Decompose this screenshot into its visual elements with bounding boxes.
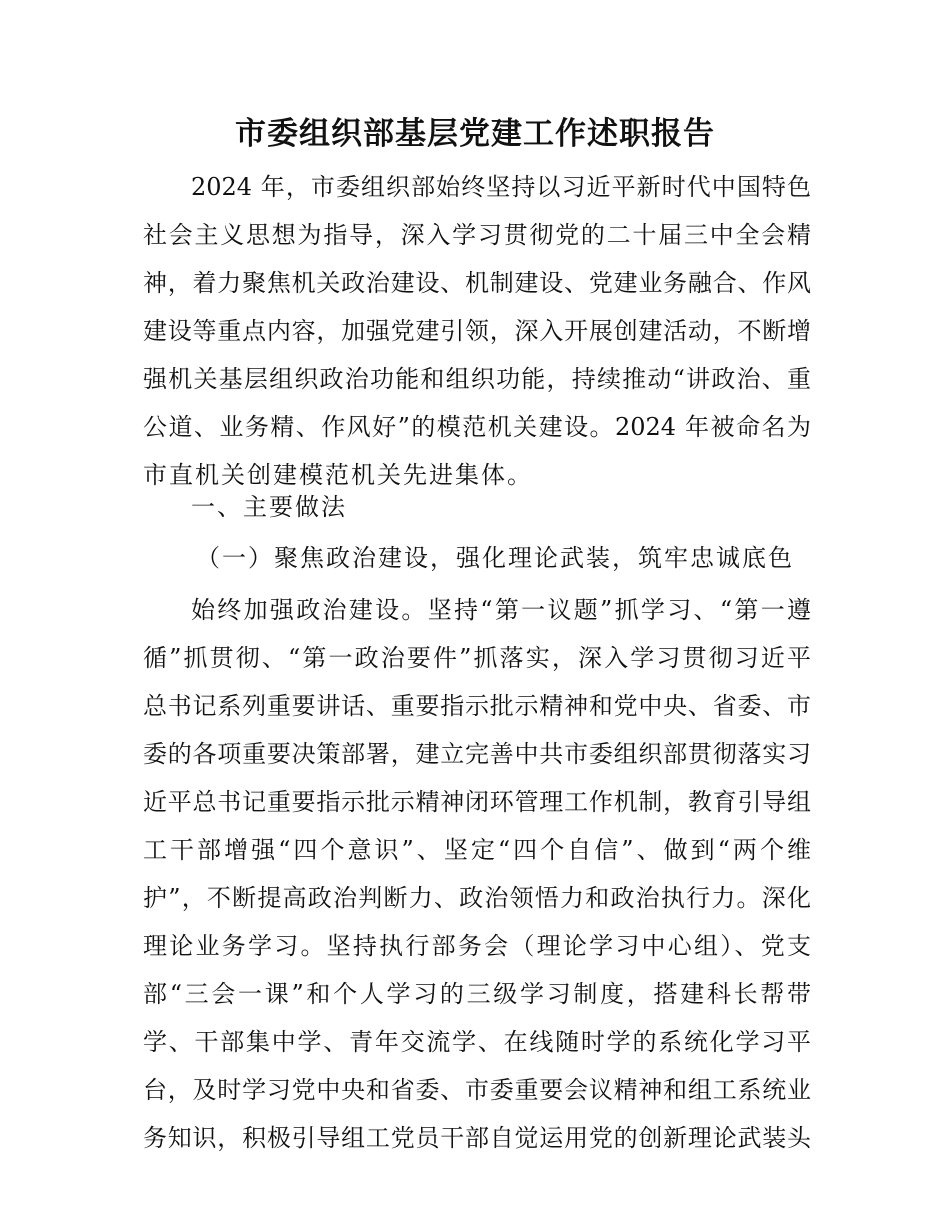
- paragraph-line: 社会主义思想为指导，深入学习贯彻党的二十届三中全会精: [143, 221, 811, 249]
- paragraph-line: 工干部增强“四个意识”、坚定“四个自信”、做到“两个维: [143, 836, 811, 864]
- paragraph-line: 建设等重点内容，加强党建引领，深入开展创建活动，不断增: [143, 317, 811, 345]
- paragraph-line: 部“三会一课”和个人学习的三级学习制度，搭建科长帮带: [143, 980, 811, 1008]
- paragraph-line: 始终加强政治建设。坚持“第一议题”抓学习、“第一遵: [191, 596, 811, 624]
- paragraph-line: 强机关基层组织政治功能和组织功能，持续推动“讲政治、重: [143, 365, 811, 393]
- paragraph-line: 学、干部集中学、青年交流学、在线随时学的系统化学习平: [143, 1028, 811, 1056]
- paragraph-line: 2024 年，市委组织部始终坚持以习近平新时代中国特色: [191, 173, 811, 201]
- paragraph-line: 总书记系列重要讲话、重要指示批示精神和党中央、省委、市: [143, 692, 811, 720]
- document-title: 市委组织部基层党建工作述职报告: [235, 116, 715, 152]
- paragraph-line: 台，及时学习党中央和省委、市委重要会议精神和组工系统业: [143, 1076, 811, 1104]
- section-heading: 一、主要做法: [191, 493, 347, 521]
- paragraph-line: 循”抓贯彻、“第一政治要件”抓落实，深入学习贯彻习近平: [143, 644, 811, 672]
- subsection-heading: （一）聚焦政治建设，强化理论武装，筑牢忠诚底色: [196, 544, 794, 572]
- paragraph-line: 委的各项重要决策部署，建立完善中共市委组织部贯彻落实习: [143, 740, 811, 768]
- paragraph-line: 神，着力聚焦机关政治建设、机制建设、党建业务融合、作风: [143, 269, 811, 297]
- paragraph-line: 务知识，积极引导组工党员干部自觉运用党的创新理论武装头: [143, 1124, 811, 1152]
- paragraph-line: 近平总书记重要指示批示精神闭环管理工作机制，教育引导组: [143, 788, 811, 816]
- paragraph-line: 公道、业务精、作风好”的模范机关建设。2024 年被命名为: [143, 413, 811, 441]
- paragraph-line: 市直机关创建模范机关先进集体。: [143, 461, 533, 489]
- paragraph-line: 护”，不断提高政治判断力、政治领悟力和政治执行力。深化: [143, 884, 811, 912]
- paragraph-line: 理论业务学习。坚持执行部务会（理论学习中心组）、党支: [143, 932, 811, 960]
